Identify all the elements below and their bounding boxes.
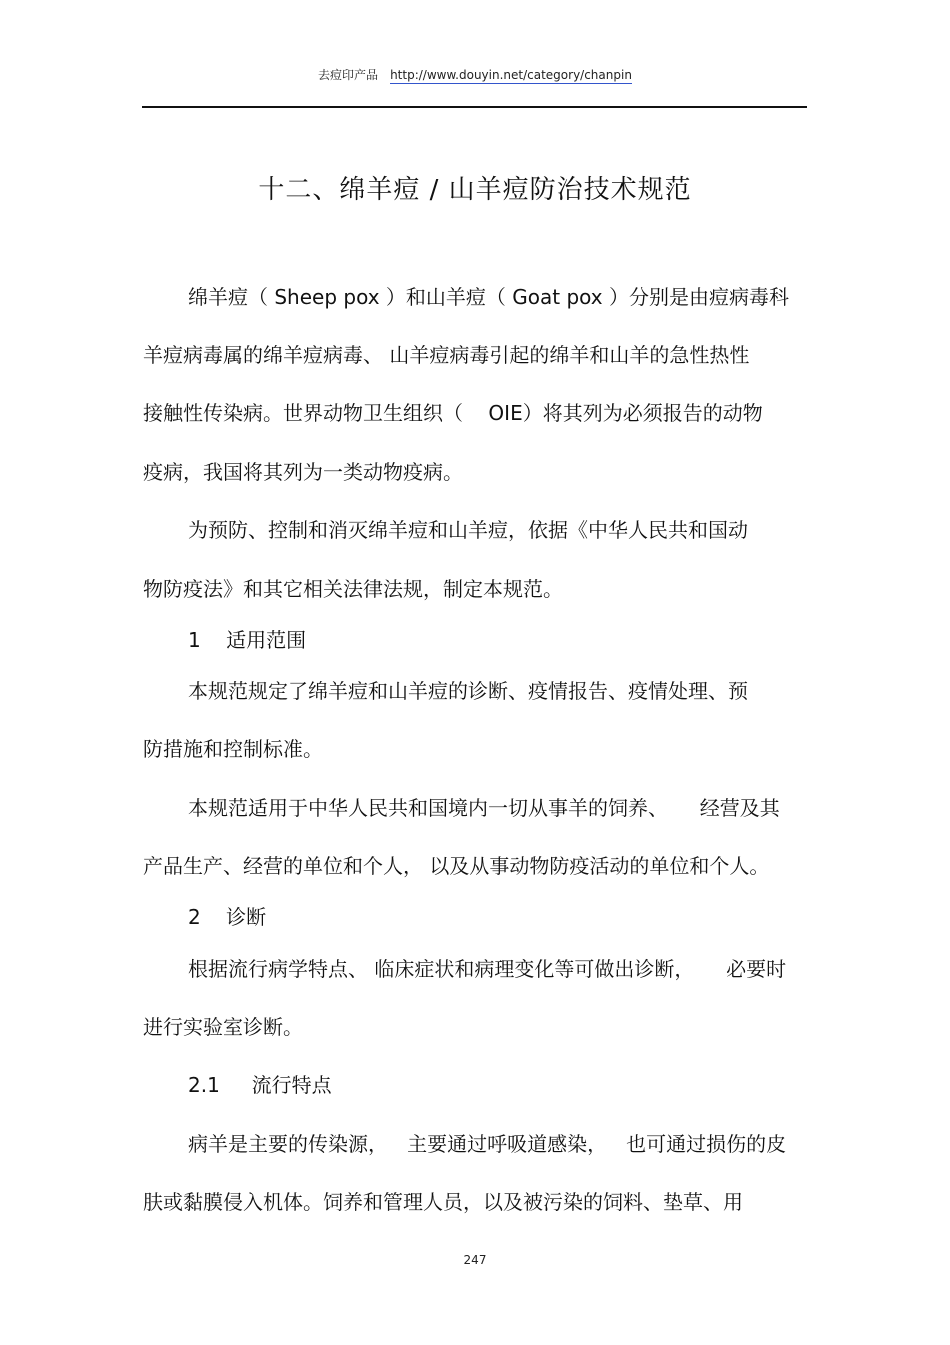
header-link[interactable]: http://www.douyin.net/category/chanpin xyxy=(390,68,632,82)
header-divider xyxy=(142,106,807,108)
page-number: 247 xyxy=(463,1253,487,1267)
paragraph-line: 进行实验室诊断。 xyxy=(143,1015,303,1039)
paragraph-line: 产品生产、经营的单位和个人， 以及从事动物防疫活动的单位和个人。 xyxy=(143,854,770,878)
paragraph-line: 肤或黏膜侵入机体。饲养和管理人员，以及被污染的饲料、垫草、用 xyxy=(143,1190,743,1214)
paragraph-line: 疫病，我国将其列为一类动物疫病。 xyxy=(143,460,463,484)
paragraph-line: 绵羊痘（ Sheep pox ）和山羊痘（ Goat pox ）分别是由痘病毒科 xyxy=(188,285,789,309)
section-heading: 1 适用范围 xyxy=(188,628,307,652)
subsection-heading: 2.1 流行特点 xyxy=(188,1073,332,1097)
header-label: 去痘印产品 xyxy=(318,68,379,82)
paragraph-line: 防措施和控制标准。 xyxy=(143,737,323,761)
paragraph-line: 为预防、控制和消灭绵羊痘和山羊痘，依据《中华人民共和国动 xyxy=(188,518,748,542)
paragraph-line: 接触性传染病。世界动物卫生组织（ OIE）将其列为必须报告的动物 xyxy=(143,401,763,425)
paragraph-line: 物防疫法》和其它相关法律法规，制定本规范。 xyxy=(143,577,563,601)
paragraph-line: 根据流行病学特点、 临床症状和病理变化等可做出诊断， 必要时 xyxy=(188,957,787,981)
paragraph-line: 病羊是主要的传染源， 主要通过呼吸道感染， 也可通过损伤的皮 xyxy=(188,1132,787,1156)
paragraph-line: 本规范规定了绵羊痘和山羊痘的诊断、疫情报告、疫情处理、预 xyxy=(188,679,748,703)
paragraph-line: 本规范适用于中华人民共和国境内一切从事羊的饲养、 经营及其 xyxy=(188,796,780,820)
section-heading: 2 诊断 xyxy=(188,905,267,929)
paragraph-line: 羊痘病毒属的绵羊痘病毒、 山羊痘病毒引起的绵羊和山羊的急性热性 xyxy=(143,343,750,367)
page-header xyxy=(0,66,950,84)
document-title: 十二、绵羊痘 / 山羊痘防治技术规范 xyxy=(258,175,692,205)
